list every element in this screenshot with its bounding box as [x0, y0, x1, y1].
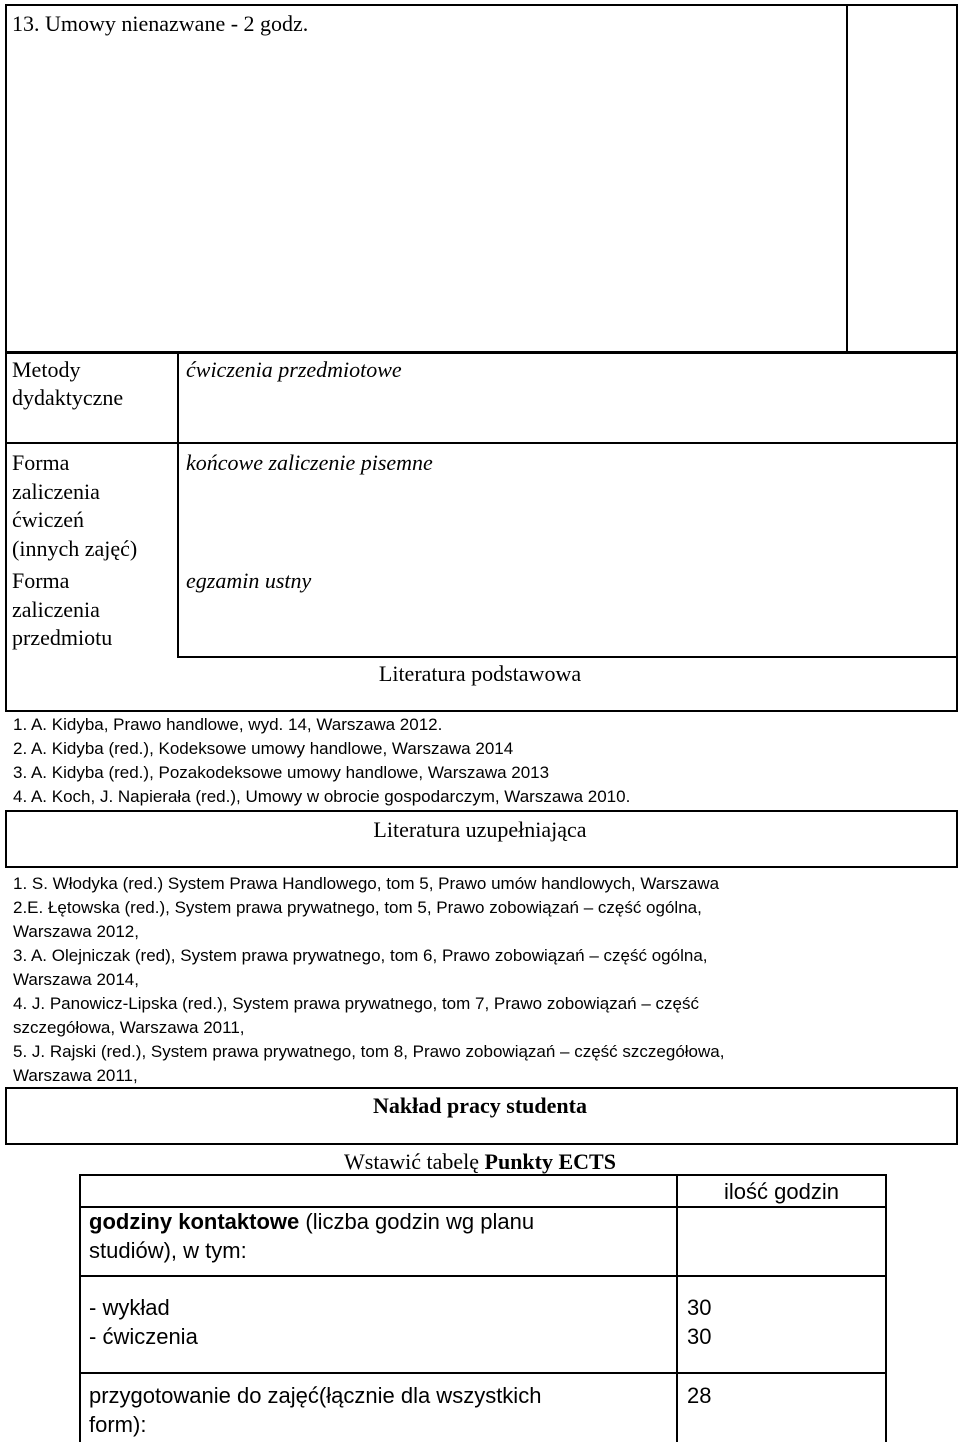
header-column-divider [846, 4, 848, 354]
ects-insert-instruction [0, 1148, 960, 1176]
ects-insert-prefix: Wstawić tabelę [344, 1149, 485, 1174]
contact-hours-rest: (liczba godzin wg planu [299, 1209, 535, 1234]
preparation-label-line2: form): [89, 1412, 147, 1437]
basic-literature-item: 3. A. Kidyba (red.), Pozakodeksowe umowy handlowe, Warszawa 2013 [13, 763, 550, 782]
basic-literature-item: 1. A. Kidyba, Prawo handlowe, wyd. 14, Warszawa 2012. [13, 715, 443, 734]
methods-label-line1: Metody [12, 357, 81, 382]
exercise-form-label-line: zaliczenia [12, 478, 100, 504]
methods-row-divider-2 [179, 656, 958, 658]
preparation-label-line1: przygotowanie do zajęć(łącznie dla wszystkich [89, 1383, 542, 1408]
exercise-form-label-line: (innych zajęć) [12, 535, 138, 561]
subject-form-label-line: zaliczenia [12, 596, 100, 622]
methods-label [12, 356, 123, 412]
ects-table-column-divider [676, 1174, 678, 1442]
contact-hours-rest-line2: studiów), w tym: [89, 1238, 247, 1263]
section-header: 13. Umowy nienazwane - 2 godz. [12, 11, 309, 36]
methods-row-divider-1 [5, 442, 958, 444]
ects-insert-bold: Punkty ECTS [484, 1149, 616, 1174]
exercise-form-label-line: Forma [12, 450, 70, 475]
supplementary-literature-line: 4. J. Panowicz-Lipska (red.), System prawa prywatnego, tom 7, Prawo zobowiązań – część [13, 994, 699, 1013]
exercises-hours: 30 [687, 1324, 712, 1349]
exercises-label: - ćwiczenia [89, 1324, 198, 1349]
supplementary-literature-line: szczegółowa, Warszawa 2011, [13, 1018, 245, 1037]
supplementary-literature-line: Warszawa 2012, [13, 922, 139, 941]
subject-form-label-line: przedmiotu [12, 625, 113, 650]
ects-table-top-border [79, 1174, 887, 1176]
preparation-hours: 28 [687, 1383, 712, 1408]
basic-literature-title: Literatura podstawowa [378, 661, 582, 686]
workload-title: Nakład pracy studenta [373, 1093, 587, 1118]
supplementary-literature-line: Warszawa 2014, [13, 970, 139, 989]
supplementary-literature-line: 1. S. Włodyka (red.) System Prawa Handlowego, tom 5, Prawo umów handlowych, Warszawa [13, 874, 720, 893]
lecture-hours: 30 [687, 1295, 712, 1320]
exercise-form-value: końcowe zaliczenie pisemne [186, 450, 433, 475]
subject-form-label-line: Forma [12, 568, 70, 593]
supplementary-literature-line: 5. J. Rajski (red.), System prawa prywatnego, tom 8, Prawo zobowiązań – część szczegółowa, [13, 1042, 725, 1061]
subject-form-label [12, 567, 112, 653]
header-box [5, 4, 958, 354]
ects-table-right-border [885, 1174, 887, 1442]
supplementary-literature-line: 3. A. Olejniczak (red), System prawa prywatnego, tom 6, Prawo zobowiązań – część ogólna, [13, 946, 708, 965]
supplementary-literature-line: Warszawa 2011, [13, 1066, 138, 1085]
methods-label-line2: dydaktyczne [12, 385, 124, 410]
exercise-form-label-line: ćwiczeń [12, 507, 85, 532]
subject-form-value: egzamin ustny [186, 568, 312, 593]
basic-literature-item: 2. A. Kidyba (red.), Kodeksowe umowy handlowe, Warszawa 2014 [13, 739, 514, 758]
lecture-label: - wykład [89, 1295, 170, 1320]
preparation-label [89, 1381, 541, 1439]
hours-column-header: ilość godzin [724, 1179, 839, 1204]
ects-table-left-border [79, 1174, 81, 1442]
ects-table-row-divider [79, 1372, 887, 1374]
exercise-form-label [12, 449, 137, 563]
basic-literature-item: 4. A. Koch, J. Napierała (red.), Umowy w obrocie gospodarczym, Warszawa 2010. [13, 787, 631, 806]
methods-column-divider [177, 351, 179, 658]
supplementary-literature-title: Literatura uzupełniająca [373, 817, 587, 842]
contact-hours-label [89, 1207, 534, 1265]
ects-table-row-divider [79, 1275, 887, 1277]
supplementary-literature-line: 2.E. Łętowska (red.), System prawa prywatnego, tom 5, Prawo zobowiązań – część ogólna, [13, 898, 702, 917]
methods-value: ćwiczenia przedmiotowe [186, 357, 402, 382]
contact-hours-bold: godziny kontaktowe [89, 1209, 300, 1234]
